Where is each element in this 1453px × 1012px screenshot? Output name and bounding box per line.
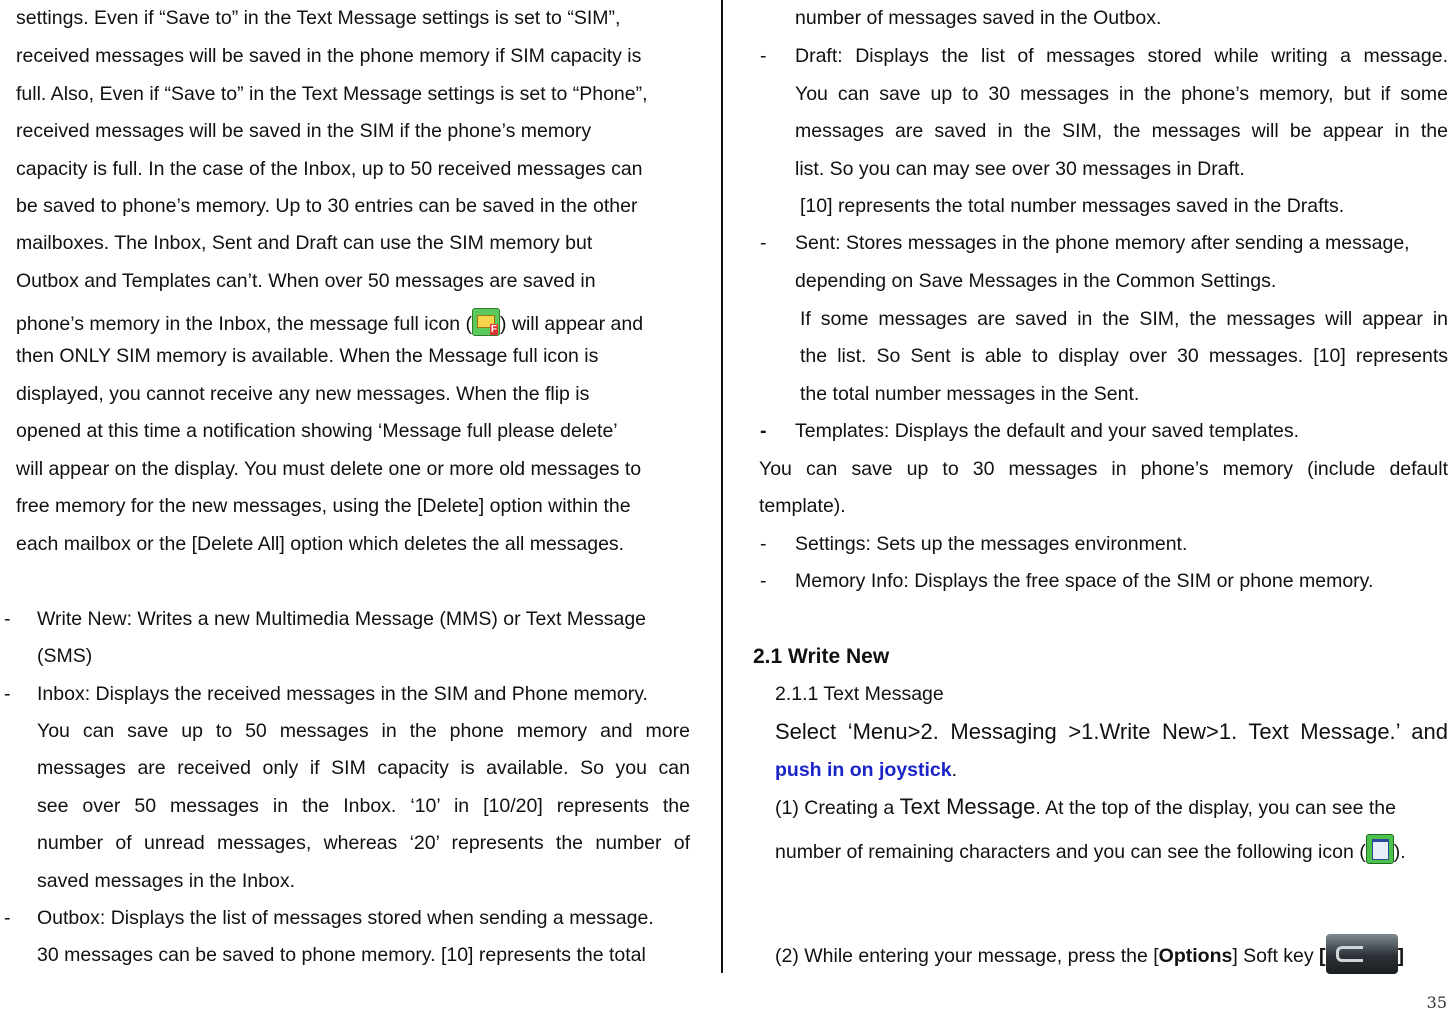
- text-fragment: . At the top of the display, you can see the: [1035, 797, 1397, 819]
- list-item-inbox: number of unread messages, whereas ‘20’ represents the number of: [37, 832, 690, 854]
- instruction-line: [775, 758, 957, 782]
- list-dash: -: [760, 420, 767, 442]
- list-dash: -: [4, 907, 11, 929]
- text-line: settings. Even if “Save to” in the Text Message settings is set to “SIM”,: [16, 7, 621, 29]
- list-item-outbox: Outbox: Displays the list of messages stored when sending a message.: [37, 907, 654, 929]
- column-divider: [721, 0, 723, 973]
- list-item-sent: Sent: Stores messages in the phone memory after sending a message,: [795, 232, 1410, 254]
- list-item-inbox: You can save up to 50 messages in the phone memory and more: [37, 720, 690, 742]
- text-line: each mailbox or the [Delete All] option which deletes the all messages.: [16, 533, 625, 555]
- step-1-line: [775, 795, 1396, 820]
- text-line: then ONLY SIM memory is available. When the Message full icon is: [16, 345, 599, 367]
- list-item-draft: You can save up to 30 messages in the phone’s memory, but if some: [795, 83, 1448, 105]
- text-fragment: [: [1319, 945, 1326, 967]
- text-line: free memory for the new messages, using the [Delete] option within the: [16, 495, 631, 517]
- list-dash: -: [760, 232, 767, 254]
- list-item-inbox: Inbox: Displays the received messages in the SIM and Phone memory.: [37, 683, 648, 705]
- instruction-line: Select ‘Menu>2. Messaging >1.Write New>1. Text Message.’ and: [775, 719, 1448, 744]
- message-full-icon: [472, 308, 500, 336]
- text-line: received messages will be saved in the phone memory if SIM capacity is: [16, 45, 642, 67]
- text-line: received messages will be saved in the SIM if the phone’s memory: [16, 120, 592, 142]
- text-fragment: .: [951, 759, 958, 781]
- text-line: Outbox and Templates can’t. When over 50 messages are saved in: [16, 270, 596, 292]
- text-line-with-icon: [16, 308, 643, 336]
- text-fragment: phone’s memory in the Inbox, the message full icon (: [16, 313, 472, 335]
- templates-note: template).: [759, 495, 846, 517]
- list-item-draft: messages are saved in the SIM, the messages will be appear in the: [795, 120, 1448, 142]
- options-label: Options: [1158, 945, 1233, 967]
- text-fragment: ]: [1397, 945, 1405, 967]
- list-item-settings: Settings: Sets up the messages environment.: [795, 533, 1188, 555]
- step-2-line: [775, 934, 1404, 974]
- list-dash: -: [760, 533, 767, 555]
- list-item-inbox: saved messages in the Inbox.: [37, 870, 295, 892]
- list-item-write-new: Write New: Writes a new Multimedia Message (MMS) or Text Message: [37, 608, 647, 630]
- subsection-heading: 2.1.1 Text Message: [775, 683, 944, 705]
- list-item-draft: [10] represents the total number messages saved in the Drafts.: [800, 195, 1345, 217]
- joystick-instruction: push in on joystick: [775, 759, 952, 781]
- list-item-draft: Draft: Displays the list of messages stored while writing a message.: [795, 45, 1448, 67]
- text-fragment: (2) While entering your message, press the [: [775, 945, 1159, 967]
- list-item-sent: the total number messages in the Sent.: [800, 383, 1140, 405]
- text-fragment: ] Soft key: [1232, 945, 1320, 967]
- text-line: be saved to phone’s memory. Up to 30 entries can be saved in the other: [16, 195, 638, 217]
- text-fragment: ) will appear and: [499, 313, 644, 335]
- text-line: will appear on the display. You must delete one or more old messages to: [16, 458, 642, 480]
- list-item-memory-info: Memory Info: Displays the free space of the SIM or phone memory.: [795, 570, 1374, 592]
- section-heading: 2.1 Write New: [753, 645, 890, 668]
- list-dash: -: [760, 45, 767, 67]
- text-fragment: number of remaining characters and you can see the following icon (: [775, 841, 1366, 863]
- list-item-sent: If some messages are saved in the SIM, the messages will appear in: [800, 308, 1448, 330]
- text-line: mailboxes. The Inbox, Sent and Draft can use the SIM memory but: [16, 232, 593, 254]
- text-line: displayed, you cannot receive any new messages. When the flip is: [16, 383, 590, 405]
- text-message-icon: [1366, 834, 1394, 864]
- list-item-inbox: see over 50 messages in the Inbox. ‘10’ in [10/20] represents the: [37, 795, 690, 817]
- text-fragment: Text Message: [899, 794, 1036, 819]
- list-dash: -: [4, 683, 11, 705]
- text-line: capacity is full. In the case of the Inbox, up to 50 received messages can: [16, 158, 643, 180]
- text-line: opened at this time a notification showing ‘Message full please delete’: [16, 420, 618, 442]
- templates-note: You can save up to 30 messages in phone’s memory (include default: [759, 458, 1448, 480]
- list-item-inbox: messages are received only if SIM capacity is available. So you can: [37, 757, 690, 779]
- text-fragment: (1) Creating a: [775, 797, 900, 819]
- list-dash: -: [4, 608, 11, 630]
- page-number: 35: [1426, 993, 1447, 1012]
- text-fragment: ).: [1393, 841, 1406, 863]
- text-line: full. Also, Even if “Save to” in the Text Message settings is set to “Phone”,: [16, 83, 648, 105]
- list-item-sent: depending on Save Messages in the Common Settings.: [795, 270, 1277, 292]
- step-1-line: [775, 834, 1406, 864]
- list-item-outbox: 30 messages can be saved to phone memory. [10] represents the total: [37, 944, 646, 966]
- list-item-templates: Templates: Displays the default and your saved templates.: [795, 420, 1300, 442]
- list-item-sent: the list. So Sent is able to display over 30 messages. [10] represents: [800, 345, 1448, 367]
- list-dash: -: [760, 570, 767, 592]
- list-item-write-new: (SMS): [37, 645, 93, 667]
- options-softkey-icon: [1326, 934, 1398, 974]
- list-item-draft: list. So you can may see over 30 messages in Draft.: [795, 158, 1245, 180]
- list-item-outbox: number of messages saved in the Outbox.: [795, 7, 1162, 29]
